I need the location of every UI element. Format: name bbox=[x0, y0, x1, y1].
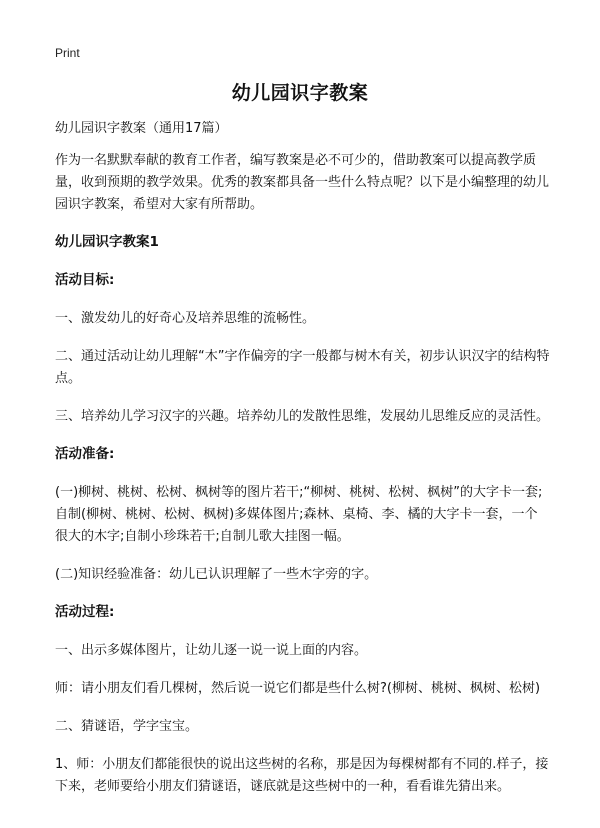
prep-item: (二)知识经验准备：幼儿已认识理解了一些木字旁的字。 bbox=[55, 567, 378, 582]
document-body bbox=[55, 118, 550, 812]
goal-item: 二、通过活动让幼儿理解“木”字作偏旁的字一般都与树木有关，初步认识汉字的结构特点。 bbox=[55, 349, 550, 386]
document-subtitle: 幼儿园识字教案（通用17篇） bbox=[55, 121, 228, 136]
document-title: 幼儿园识字教案 bbox=[231, 82, 369, 104]
process-item: 1、师：小朋友们都能很快的说出这些树的名称，那是因为每棵树都有不同的.样子，接下来，老师要给小朋友们猜谜语，谜底就是这些树中的一种，看看谁先猜出来。 bbox=[55, 757, 549, 794]
process-item: 师：请小朋友们看几棵树，然后说一说它们都是些什么树?(柳树、桃树、枫树、松树) bbox=[55, 681, 541, 696]
process-item: 二、猜谜语，学字宝宝。 bbox=[55, 719, 199, 734]
section-heading: 幼儿园识字教案1 bbox=[55, 234, 159, 250]
process-heading: 活动过程: bbox=[55, 604, 115, 620]
prep-heading: 活动准备: bbox=[55, 446, 115, 462]
intro-paragraph: 作为一名默默奉献的教育工作者，编写教案是必不可少的，借助教案可以提高教学质量，收到预期的教学效果。优秀的教案都具备一些什么特点呢？以下是小编整理的幼儿园识字教案，希望对大家有所帮助。 bbox=[55, 153, 550, 212]
prep-item: (一)柳树、桃树、松树、枫树等的图片若干;“柳树、桃树、松树、枫树”的大字卡一套;自制(柳树、桃树、松树、枫树)多媒体图片;森林、桌椅、李、橘的大字卡一套，一个很大的木字;自制小珍珠若干;自制儿歌大挂图一幅。 bbox=[55, 485, 543, 544]
print-label: Print bbox=[55, 46, 80, 60]
goals-heading: 活动目标: bbox=[55, 272, 115, 288]
goal-item: 三、培养幼儿学习汉字的兴趣。培养幼儿的发散性思维，发展幼儿思维反应的灵活性。 bbox=[55, 409, 550, 424]
process-item: 一、出示多媒体图片，让幼儿逐一说一说上面的内容。 bbox=[55, 643, 368, 658]
goal-item: 一、激发幼儿的好奇心及培养思维的流畅性。 bbox=[55, 311, 316, 326]
